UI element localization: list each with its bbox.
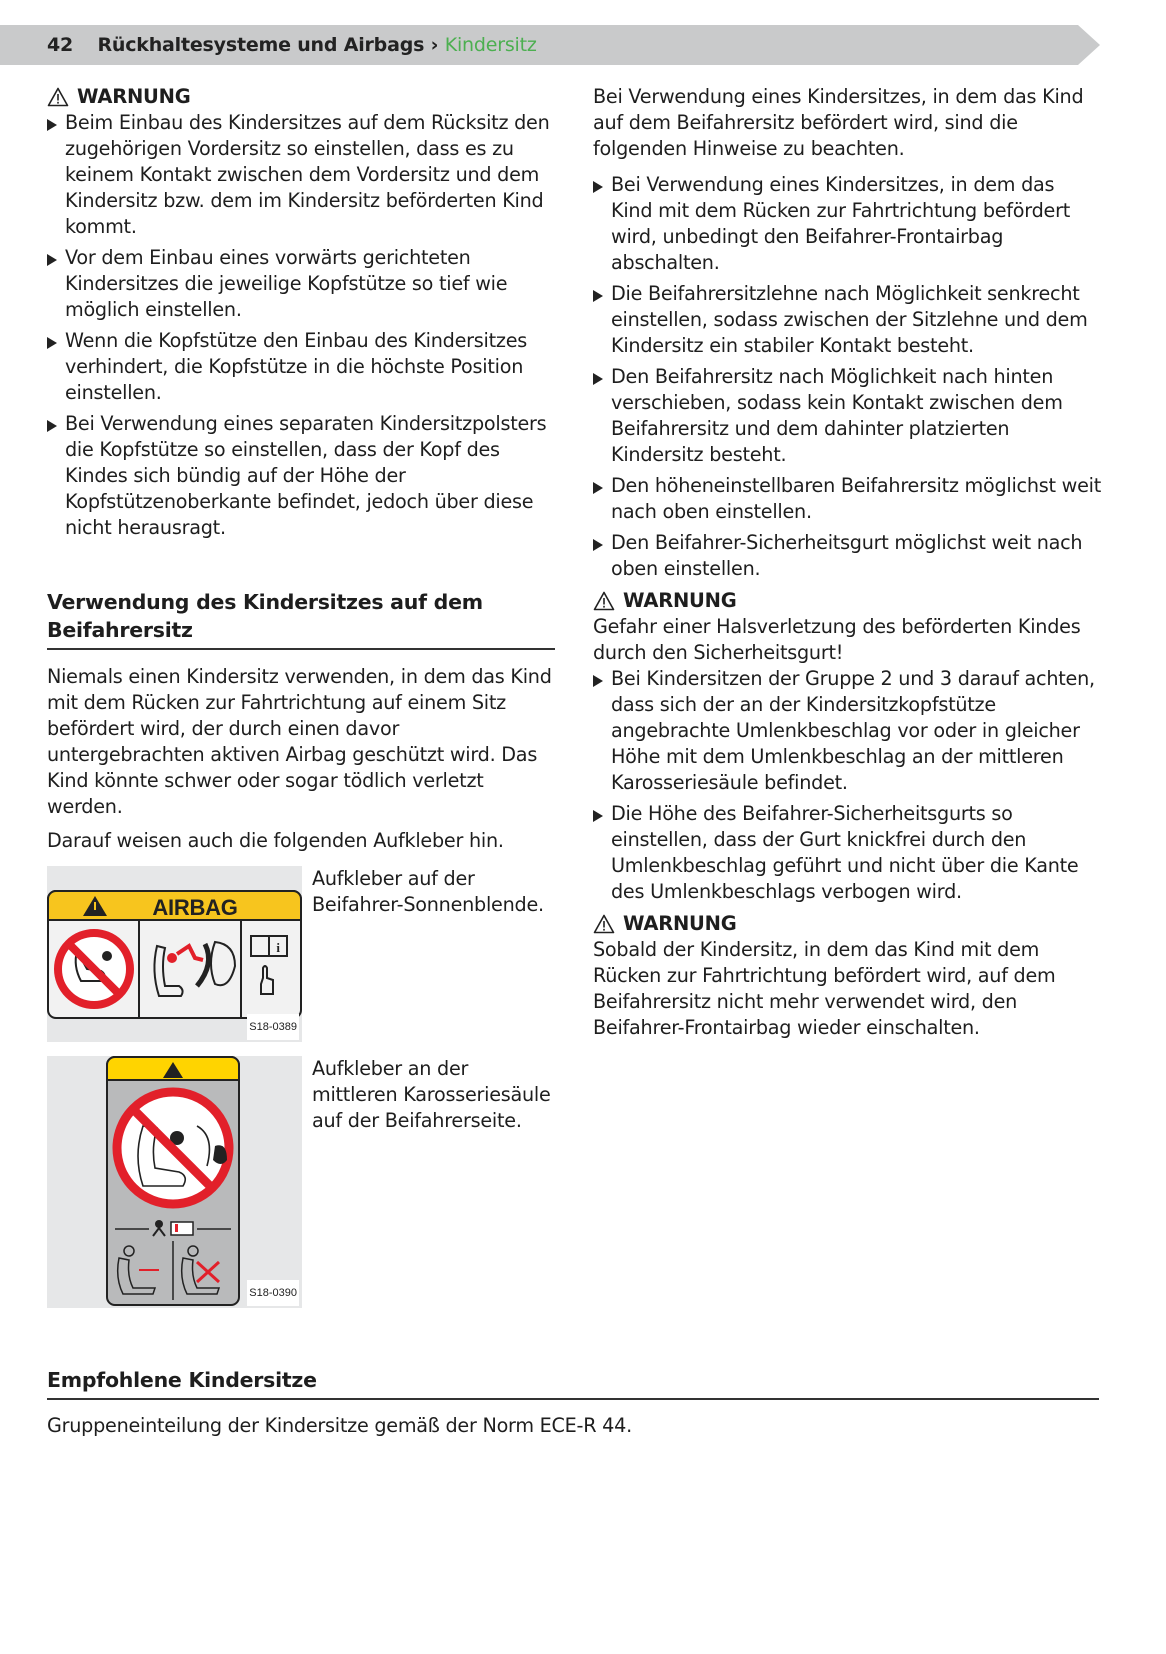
breadcrumb-chapter[interactable]: Rückhaltesysteme und Airbags <box>97 34 425 56</box>
section-heading: Verwendung des Kindersitzes auf dem Beifahrersitz <box>47 588 555 650</box>
bullet-arrow-icon <box>593 181 603 193</box>
figure-code: S18-0390 <box>247 1280 299 1306</box>
figure-code: S18-0389 <box>247 1014 299 1040</box>
left-column <box>47 84 555 1322</box>
bullet-arrow-icon <box>593 810 603 822</box>
warning-bullet-list <box>593 666 1101 905</box>
list-item: Wenn die Kopfstütze den Einbau des Kindersitzes verhindert, die Kopfstütze in die höchste Position einstellen. <box>47 328 555 406</box>
bottom-section <box>47 1366 1099 1445</box>
breadcrumb-separator: › <box>430 34 439 56</box>
bullet-arrow-icon <box>593 539 603 551</box>
warning-bullet-list <box>47 110 555 541</box>
warning-block-1 <box>47 84 555 541</box>
list-item: Die Höhe des Beifahrer-Sicherheitsgurts so einstellen, dass der Gurt knickfrei durch den Umlenkbeschlag geführt und nicht über die Kante des Umlenkbeschlags verbogen wird. <box>593 801 1101 905</box>
manual-book-icon <box>171 1222 193 1235</box>
figure-pillar-sticker <box>47 1056 555 1308</box>
page-number: 42 <box>47 34 74 56</box>
list-item: Vor dem Einbau eines vorwärts gerichteten Kindersitzes die jeweilige Kopfstütze so tief wie möglich einstellen. <box>47 245 555 323</box>
warning-title: WARNUNG <box>593 911 1101 937</box>
list-item: Den höheneinstellbaren Beifahrersitz möglichst weit nach oben einstellen. <box>593 473 1101 525</box>
paragraph: Gruppeneinteilung der Kindersitze gemäß der Norm ECE-R 44. <box>47 1414 632 1437</box>
breadcrumb-current: Kindersitz <box>444 34 537 56</box>
bullet-arrow-icon <box>47 254 57 266</box>
intro-paragraph: Bei Verwendung eines Kindersitzes, in dem das Kind auf dem Beifahrersitz befördert wird, sind die folgenden Hinweise zu beachten. <box>593 85 1084 160</box>
warning-title: WARNUNG <box>47 84 555 110</box>
warning-block-3 <box>593 911 1101 1041</box>
warning-title: WARNUNG <box>593 588 1101 614</box>
paragraph: Niemals einen Kindersitz verwenden, in dem das Kind mit dem Rücken zur Fahrtrichtung auf einem Sitz befördert wird, der durch einen davor untergebrachten aktiven Airbag geschützt wird. Das Kind könnte schwer oder sogar tödlich verletzt werden. <box>47 665 552 818</box>
figure-caption: Aufkleber auf der Beifahrer-Sonnenblende. <box>312 867 544 916</box>
breadcrumb <box>47 25 537 65</box>
list-item: Beim Einbau des Kindersitzes auf dem Rücksitz den zugehörigen Vordersitz so einstellen, dass es zu keinem Kontakt zwischen dem Vordersitz und dem Kindersitz bzw. dem im Kindersitz beförderten Kind kommt. <box>47 110 555 240</box>
list-item: Bei Verwendung eines Kindersitzes, in dem das Kind mit dem Rücken zur Fahrtrichtung befördert wird, unbedingt den Beifahrer-Frontairbag abschalten. <box>593 172 1101 276</box>
svg-text:i: i <box>276 940 280 955</box>
figure-caption: Aufkleber an der mittleren Karosseriesäule auf der Beifahrerseite. <box>312 1057 551 1132</box>
warning-triangle-icon <box>47 87 69 107</box>
section-heading: Empfohlene Kindersitze <box>47 1366 1099 1400</box>
figure-image <box>47 866 302 1042</box>
list-item: Bei Kindersitzen der Gruppe 2 und 3 darauf achten, dass sich der an der Kindersitzkopfstütze angebrachte Umlenkbeschlag vor oder in gleicher Höhe mit dem Umlenkbeschlag an der mittleren Karosseriesäule befindet. <box>593 666 1101 796</box>
warning-triangle-icon <box>593 914 615 934</box>
sticker-label: AIRBAG <box>152 895 238 920</box>
bullet-arrow-icon <box>47 337 57 349</box>
warning-triangle-icon <box>593 591 615 611</box>
bullet-arrow-icon <box>593 373 603 385</box>
bullet-arrow-icon <box>593 290 603 302</box>
right-column <box>593 84 1101 1049</box>
bullet-arrow-icon <box>47 420 57 432</box>
figure-sunvisor-sticker <box>47 866 555 1042</box>
bullet-arrow-icon <box>47 119 57 131</box>
warning-block-2 <box>593 588 1101 905</box>
pillar-sticker-illustration <box>47 1056 302 1308</box>
list-item: Den Beifahrersitz nach Möglichkeit nach hinten verschieben, sodass kein Kontakt zwischen dem Beifahrersitz und dem dahinter platzierten Kindersitz besteht. <box>593 364 1101 468</box>
warning-text: Sobald der Kindersitz, in dem das Kind mit dem Rücken zur Fahrtrichtung befördert wird, auf dem Beifahrersitz nicht mehr verwendet wird, den Beifahrer-Frontairbag wieder einschalten. <box>593 938 1056 1039</box>
list-item: Bei Verwendung eines separaten Kindersitzpolsters die Kopfstütze so einstellen, dass der Kopf des Kindes sich bündig auf der Höhe der Kopfstützenoberkante befindet, jedoch über diese nicht herausragt. <box>47 411 555 541</box>
bullet-arrow-icon <box>593 482 603 494</box>
warning-text: Gefahr einer Halsverletzung des beförderten Kindes durch den Sicherheitsgurt! <box>593 615 1081 664</box>
figure-image <box>47 1056 302 1308</box>
list-item: Den Beifahrer-Sicherheitsgurt möglichst weit nach oben einstellen. <box>593 530 1101 582</box>
instruction-list <box>593 172 1101 582</box>
bullet-arrow-icon <box>593 675 603 687</box>
paragraph: Darauf weisen auch die folgenden Aufkleber hin. <box>47 829 504 852</box>
list-item: Die Beifahrersitzlehne nach Möglichkeit senkrecht einstellen, sodass zwischen der Sitzlehne und dem Kindersitz ein stabiler Kontakt besteht. <box>593 281 1101 359</box>
